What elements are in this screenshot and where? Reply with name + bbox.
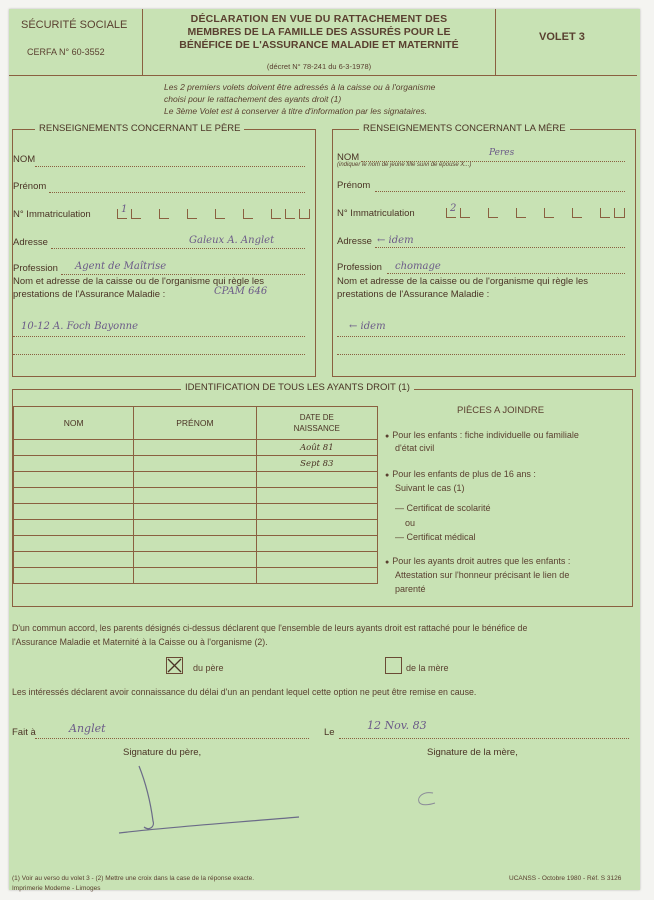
mother-nom-hint: (indiquer le nom de jeune fille suivi de épouse X...) [337, 162, 472, 168]
le-line[interactable] [339, 738, 629, 739]
accord-line-2: l'Assurance Maladie et Maternité à la Caisse ou à l'organisme (2). [12, 637, 268, 647]
row-prenom[interactable] [134, 456, 256, 472]
pieces-item-1-a: ● Pour les enfants : fiche individuelle ou familiale [385, 430, 579, 440]
col-date-line-2: NAISSANCE [293, 424, 340, 433]
mother-caisse-label-1: Nom et adresse de la caisse ou de l'organisme qui règle les [337, 276, 589, 287]
mother-profession-label: Profession [337, 262, 382, 273]
table-row[interactable] [14, 520, 378, 536]
footer-reference: UCANSS - Octobre 1980 - Réf. S 3126 [509, 875, 622, 882]
row-nom[interactable] [14, 440, 134, 456]
col-prenom: PRÉNOM [134, 407, 256, 440]
father-section-title: RENSEIGNEMENTS CONCERNANT LE PÈRE [35, 123, 244, 134]
table-row[interactable] [14, 472, 378, 488]
mother-checkbox[interactable] [385, 657, 402, 674]
mother-prenom-line[interactable] [375, 191, 625, 192]
row-nom[interactable] [14, 568, 134, 584]
ayants-table [13, 406, 378, 584]
title-line-3: BÉNÉFICE DE L'ASSURANCE MALADIE ET MATERNITÉ [179, 39, 459, 51]
row-date[interactable]: Août 81 [256, 440, 377, 456]
ayants-section-title: IDENTIFICATION DE TOUS LES AYANTS DROIT (1) [181, 382, 414, 393]
fait-label: Fait à [12, 727, 36, 738]
pieces-title: PIÈCES A JOINDRE [457, 405, 545, 416]
father-profession-line[interactable] [61, 274, 305, 275]
x-mark-icon [167, 658, 182, 673]
father-caisse-value-1: CPAM 646 [214, 286, 268, 297]
row-prenom[interactable] [134, 440, 256, 456]
footer-printer: Imprimerie Moderne - Limoges [12, 885, 101, 892]
col-date-line-1: DATE DE [299, 413, 334, 422]
fait-line[interactable] [35, 738, 309, 739]
accord-line-1: D'un commun accord, les parents désignés ci-dessus déclarent que l'ensemble de leurs ayants droit est rattaché pour le bénéfice de [12, 623, 528, 633]
pieces-item-2-b: Suivant le cas (1) [395, 483, 465, 493]
father-adresse-value: Galeux A. Anglet [189, 235, 275, 246]
form-sheet [9, 9, 640, 890]
father-caisse-line-2[interactable] [13, 354, 305, 355]
org-name: SÉCURITÉ SOCIALE [21, 19, 128, 31]
table-row[interactable] [14, 568, 378, 584]
row-nom[interactable] [14, 520, 134, 536]
pieces-item-3-a: ● Pour les ayants droit autres que les enfants : [385, 556, 570, 566]
le-label: Le [324, 727, 335, 738]
pieces-item-3-c: parenté [395, 584, 426, 594]
father-checkbox[interactable] [166, 657, 183, 674]
row-date[interactable] [256, 520, 377, 536]
header-divider-right [495, 9, 496, 75]
mother-profession-line[interactable] [387, 273, 625, 274]
row-prenom[interactable] [134, 488, 256, 504]
mother-section-title: RENSEIGNEMENTS CONCERNANT LA MÈRE [359, 123, 570, 134]
col-nom: NOM [14, 407, 134, 440]
mother-profession-value: chomage [395, 261, 441, 272]
intro-line-2: choisi pour le rattachement des ayants droit (1) [164, 94, 342, 104]
pieces-item-2-e: — Certificat médical [395, 532, 476, 542]
pieces-item-2-d: ou [405, 518, 416, 528]
pieces-item-3-b: Attestation sur l'honneur précisant le lien de [395, 570, 570, 580]
row-nom[interactable] [14, 472, 134, 488]
row-prenom[interactable] [134, 552, 256, 568]
title-line-2: MEMBRES DE LA FAMILLE DES ASSURÉS POUR LE [187, 26, 451, 38]
pieces-item-1-b: d'état civil [395, 443, 435, 453]
intro-line-3: Le 3ème Volet est à conserver à titre d'information par les signataires. [164, 106, 428, 116]
father-choice-label: du père [193, 663, 224, 673]
row-nom[interactable] [14, 504, 134, 520]
footer-notes: (1) Voir au verso du volet 3 - (2) Mettre une croix dans la case de la réponse exacte. [12, 875, 255, 882]
pieces-item-2-c: — Certificat de scolarité [395, 503, 491, 513]
row-prenom[interactable] [134, 472, 256, 488]
mother-nom-label: NOM [337, 152, 360, 163]
row-prenom[interactable] [134, 568, 256, 584]
father-profession-value: Agent de Maîtrise [75, 261, 167, 272]
header-divider-left [142, 9, 143, 75]
father-prenom-line[interactable] [49, 192, 305, 193]
mother-caisse-line-2[interactable] [337, 354, 625, 355]
mother-immat-label: N° Immatriculation [337, 208, 415, 219]
father-immat-label: N° Immatriculation [13, 209, 91, 220]
row-nom[interactable] [14, 488, 134, 504]
volet-number: VOLET 3 [539, 31, 585, 43]
mother-nom-line[interactable] [361, 161, 625, 162]
father-immat-value: 1 [121, 204, 128, 215]
table-row[interactable] [14, 536, 378, 552]
father-adresse-line[interactable] [51, 248, 305, 249]
mother-signature-mark [413, 789, 443, 809]
table-row[interactable] [14, 504, 378, 520]
fait-value: Anglet [69, 722, 106, 735]
row-date[interactable] [256, 504, 377, 520]
mother-caisse-label-2: prestations de l'Assurance Maladie : [337, 289, 490, 300]
mother-adresse-line[interactable] [375, 247, 625, 248]
father-nom-label: NOM [13, 154, 36, 165]
mother-signature-label: Signature de la mère, [427, 747, 518, 758]
intro-line-1: Les 2 premiers volets doivent être adressés à la caisse ou à l'organisme [164, 82, 436, 92]
row-prenom[interactable] [134, 504, 256, 520]
delay-notice: Les intéressés déclarent avoir connaissance du délai d'un an pendant lequel cette option ne peut être remise en cause. [12, 687, 477, 697]
row-nom[interactable] [14, 552, 134, 568]
father-caisse-label-1: Nom et adresse de la caisse ou de l'organisme qui règle les [13, 276, 265, 287]
title-line-1: DÉCLARATION EN VUE DU RATTACHEMENT DES [190, 13, 448, 25]
father-caisse-value-2: 10-12 A. Foch Bayonne [21, 321, 138, 332]
row-prenom[interactable] [134, 536, 256, 552]
le-value: 12 Nov. 83 [367, 719, 427, 732]
row-date[interactable] [256, 472, 377, 488]
father-nom-line[interactable] [35, 166, 305, 167]
table-row[interactable] [14, 456, 378, 472]
table-row[interactable] [14, 440, 378, 456]
mother-immat-value: 2 [450, 203, 457, 214]
mother-caisse-value-1: ← idem [349, 321, 386, 332]
pieces-item-2-a: ● Pour les enfants de plus de 16 ans : [385, 469, 536, 479]
father-prenom-label: Prénom [13, 181, 47, 192]
father-adresse-label: Adresse [13, 237, 48, 248]
table-row[interactable] [14, 552, 378, 568]
mother-prenom-label: Prénom [337, 180, 371, 191]
cerfa-number: CERFA N° 60-3552 [27, 47, 105, 57]
row-prenom[interactable] [134, 520, 256, 536]
mother-nom-value: Peres [489, 148, 515, 158]
row-date[interactable] [256, 488, 377, 504]
father-profession-label: Profession [13, 263, 58, 274]
row-nom[interactable] [14, 536, 134, 552]
row-date[interactable]: Sept 83 [256, 456, 377, 472]
row-date[interactable] [256, 536, 377, 552]
mother-choice-label: de la mère [406, 663, 449, 673]
table-row[interactable] [14, 488, 378, 504]
mother-adresse-value: ← idem [377, 235, 414, 246]
father-caisse-label-2: prestations de l'Assurance Maladie : [13, 289, 166, 300]
row-date[interactable] [256, 568, 377, 584]
decree-reference: (décret N° 78-241 du 6-3-1978) [266, 62, 372, 71]
col-date [256, 407, 377, 440]
mother-adresse-label: Adresse [337, 236, 372, 247]
father-signature-scribble [109, 761, 309, 841]
row-nom[interactable] [14, 456, 134, 472]
father-signature-label: Signature du père, [123, 747, 202, 758]
row-date[interactable] [256, 552, 377, 568]
mother-caisse-line-1[interactable] [337, 336, 625, 337]
father-caisse-line-1[interactable] [13, 336, 305, 337]
